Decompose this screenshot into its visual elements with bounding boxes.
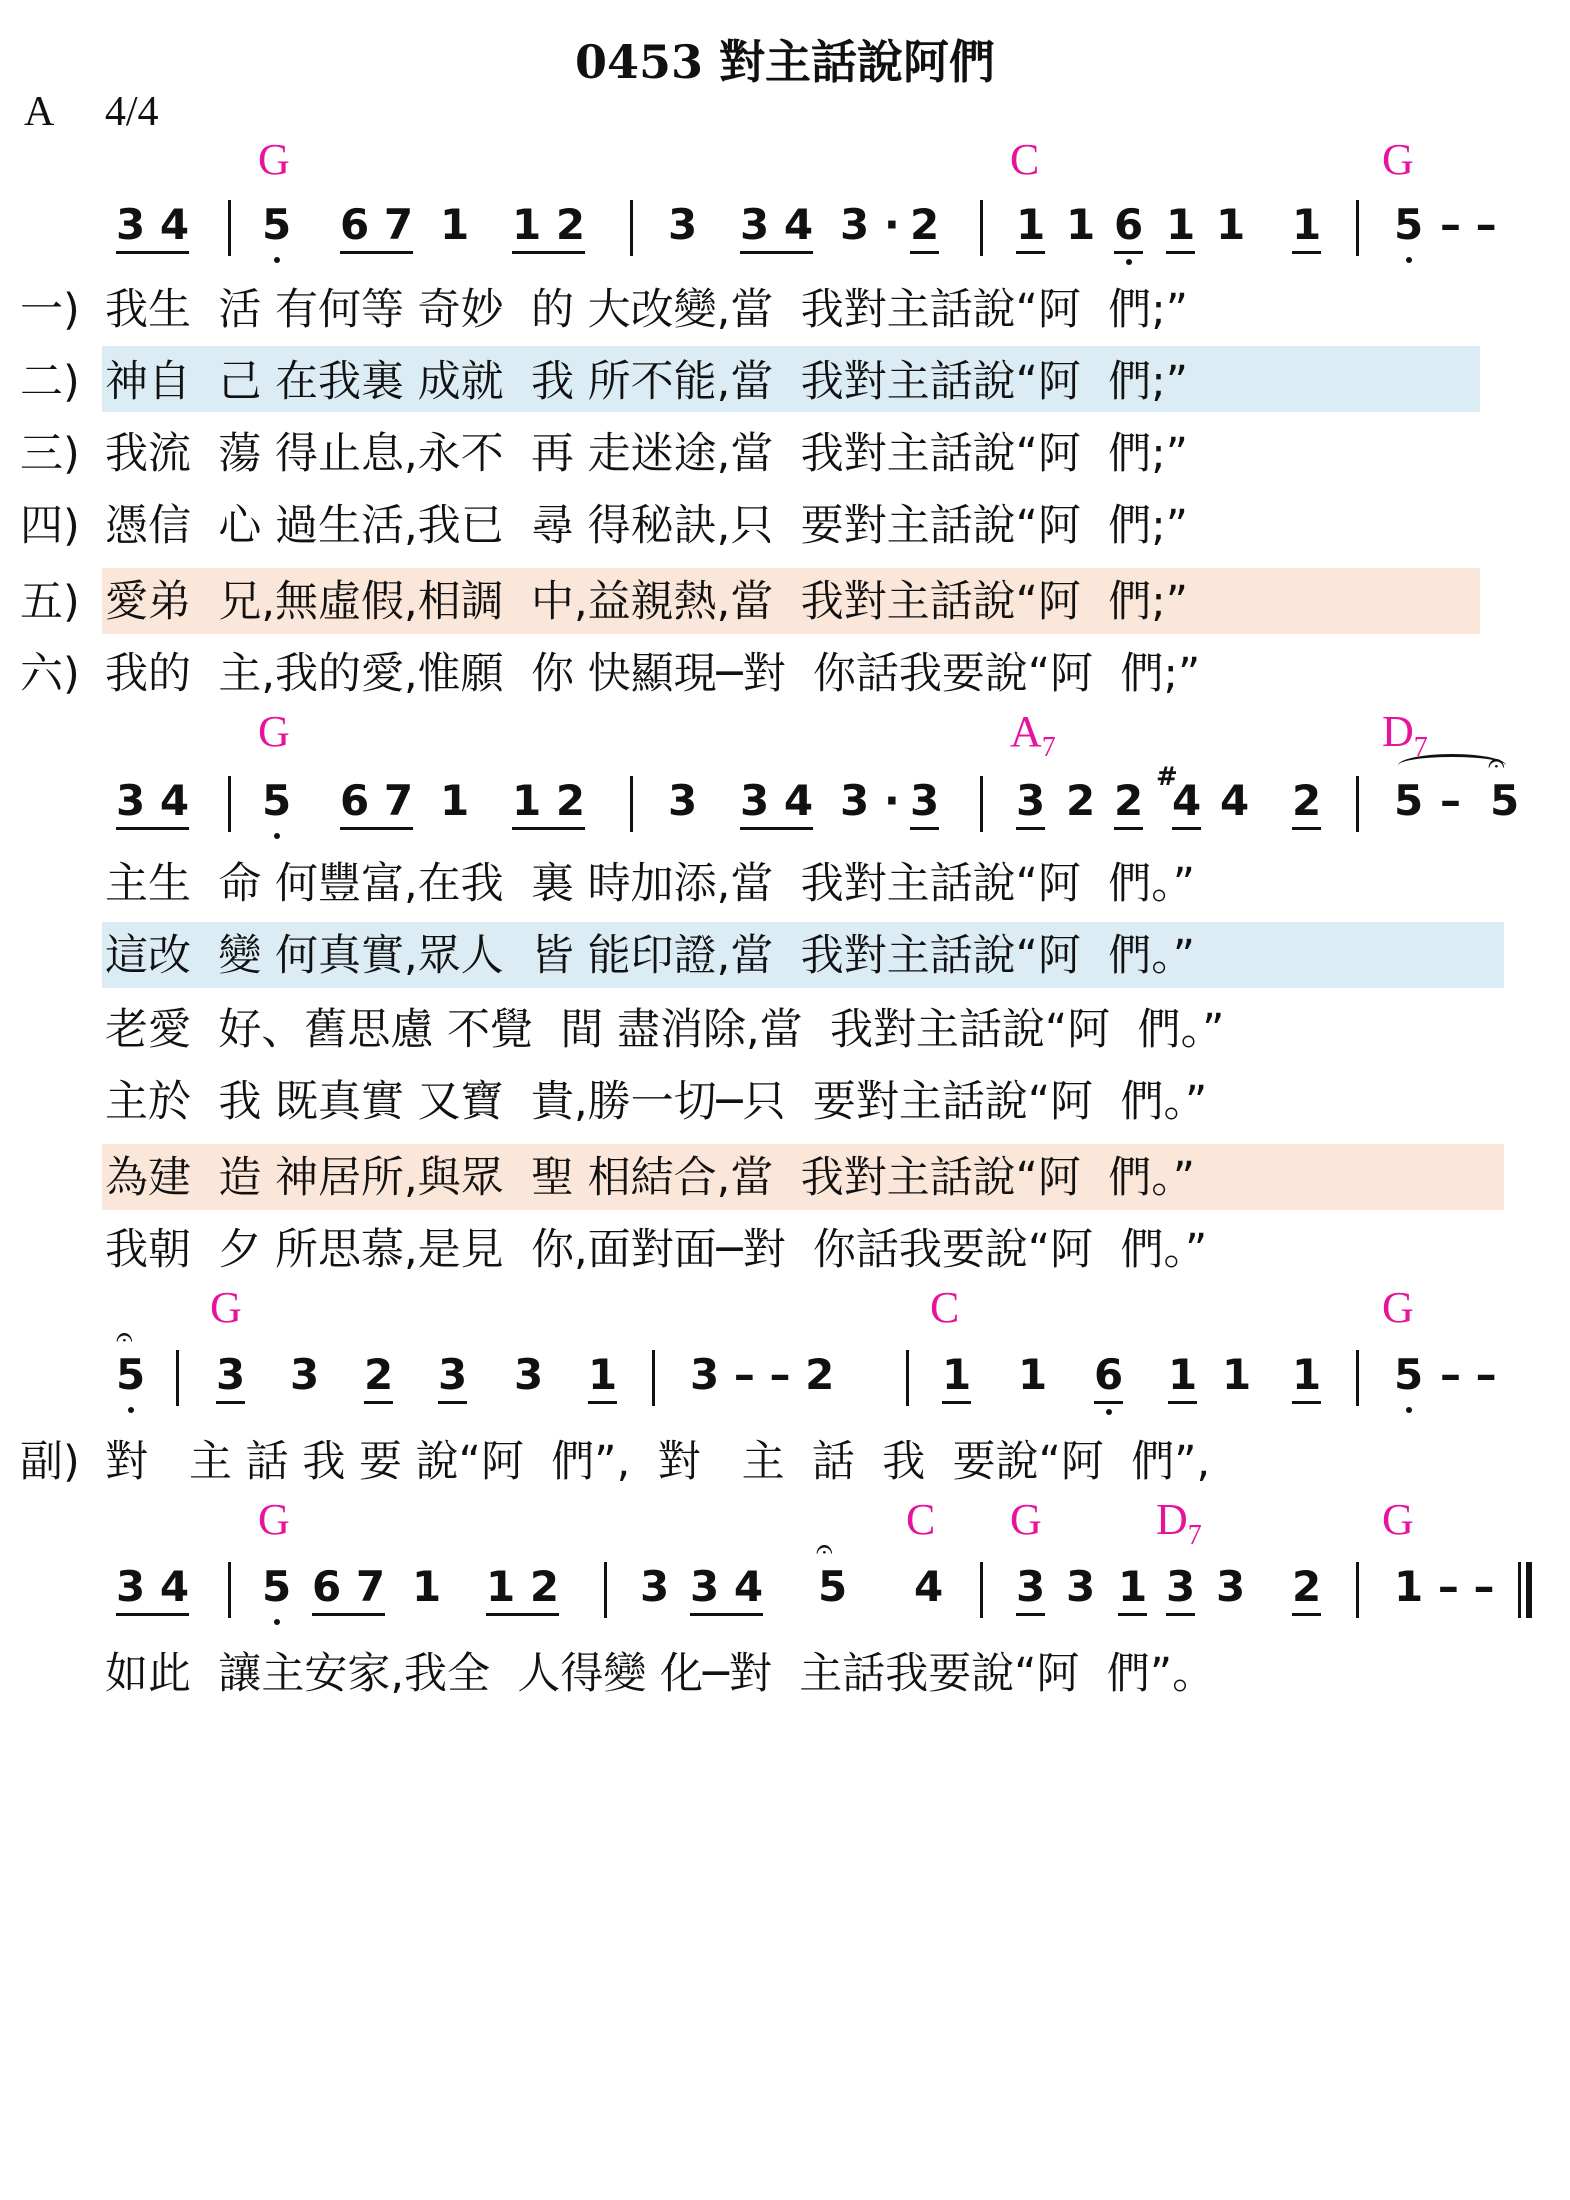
- note: 1: [1118, 1562, 1147, 1616]
- chord-symbol: G: [1382, 1283, 1414, 1332]
- note: 3: [216, 1350, 245, 1404]
- notation-line: [0, 1532, 1570, 1642]
- note: 5: [818, 1562, 848, 1611]
- note: 2: [1292, 776, 1321, 830]
- note: 3 4: [740, 200, 813, 254]
- verse-line: 一) 我生 活 有何等 奇妙 的 大改變,當 我對主話說“阿 們;”: [20, 285, 1189, 335]
- barline: [176, 1350, 179, 1406]
- key-time-signature: [24, 88, 199, 136]
- chord-symbol: G: [210, 1283, 242, 1332]
- note: 1: [1018, 1350, 1048, 1399]
- notation-line: [0, 200, 1570, 280]
- song-title: 0453 對主話說阿們: [574, 35, 996, 89]
- chord-symbol: C: [1010, 135, 1040, 184]
- note: 5: [1490, 776, 1520, 825]
- verse-line: 這改 變 何真實,眾人 皆 能印證,當 我對主話說“阿 們。”: [105, 931, 1196, 981]
- note: 3: [1016, 776, 1045, 830]
- note: 4: [1172, 776, 1201, 830]
- note: 5: [262, 200, 292, 249]
- chord-symbol: $A_7$: [1010, 707, 1056, 763]
- barline: [906, 1350, 909, 1406]
- chord-symbol: G: [1382, 1495, 1414, 1544]
- chord-symbol: G: [258, 135, 290, 184]
- note: 1: [1168, 1350, 1197, 1404]
- note: 1 2: [512, 200, 585, 254]
- note: 1: [440, 200, 470, 249]
- note: 1: [1292, 1350, 1321, 1404]
- note: 1 2: [512, 776, 585, 830]
- note: 6: [1114, 200, 1143, 254]
- note: 2: [364, 1350, 393, 1404]
- note: 3: [1066, 1562, 1096, 1611]
- note: 5: [262, 1562, 292, 1611]
- chord-symbol: G: [1382, 135, 1414, 184]
- fermata-icon: 𝄐: [816, 1532, 833, 1567]
- note: 1: [1166, 200, 1195, 254]
- barline: [980, 1562, 983, 1618]
- note: 3: [668, 776, 698, 825]
- verse-line: 老愛 好、舊思慮 不覺 間 盡消除,當 我對主話說“阿 們。”: [105, 1005, 1225, 1055]
- note: 1: [942, 1350, 971, 1404]
- note: 1: [1292, 200, 1321, 254]
- verse-line: 主生 命 何豐富,在我 裏 時加添,當 我對主話說“阿 們。”: [105, 859, 1196, 909]
- chord-symbol: G: [258, 707, 290, 756]
- sharp-sign: #: [1156, 762, 1178, 792]
- note: 4: [914, 1562, 944, 1611]
- note: 2: [910, 200, 939, 254]
- time-signature: 4/4: [104, 89, 159, 135]
- note: 3 4: [740, 776, 813, 830]
- note: 1 – –: [1394, 1562, 1495, 1611]
- note: 6 7: [340, 776, 413, 830]
- verse-line: 三) 我流 蕩 得止息,永不 再 走迷途,當 我對主話說“阿 們;”: [20, 429, 1189, 479]
- note: –: [1440, 776, 1461, 825]
- verse-line: 我朝 夕 所思慕,是見 你,面對面─對 你話我要說“阿 們。”: [105, 1225, 1208, 1275]
- chord-symbol: C: [930, 1283, 960, 1332]
- chord-symbol: C: [906, 1495, 936, 1544]
- note: 1: [412, 1562, 442, 1611]
- note: 3 – – 2: [690, 1350, 835, 1399]
- barline: [1356, 200, 1359, 256]
- note: 6 7: [312, 1562, 385, 1616]
- note: 3 4: [116, 200, 189, 254]
- note: 5: [1394, 776, 1424, 825]
- barline: [980, 200, 983, 256]
- key-signature: A: [24, 89, 55, 135]
- barline: [1356, 776, 1359, 832]
- notation-line: [0, 1320, 1570, 1430]
- final-barline: [1518, 1562, 1532, 1618]
- barline: [652, 1350, 655, 1406]
- note: 3 4: [116, 1562, 189, 1616]
- fermata-icon: 𝄐: [116, 1320, 133, 1355]
- note: 3: [910, 776, 939, 830]
- note: 1: [1016, 200, 1045, 254]
- note: 3: [668, 200, 698, 249]
- note: 5: [1394, 200, 1424, 249]
- note: 1 2: [486, 1562, 559, 1616]
- barline: [228, 1562, 231, 1618]
- chord-symbol: $D_7$: [1156, 1495, 1202, 1551]
- chord-symbol: $D_7$: [1382, 707, 1428, 763]
- verse-line: 主於 我 既真實 又寶 貴,勝一切─只 要對主話說“阿 們。”: [105, 1077, 1208, 1127]
- barline: [228, 200, 231, 256]
- fermata-icon: 𝄐: [1488, 746, 1505, 781]
- barline: [1356, 1562, 1359, 1618]
- note: 3 ·: [840, 200, 900, 249]
- note: 3: [438, 1350, 467, 1404]
- note: 2: [1114, 776, 1143, 830]
- note: 3 ·: [840, 776, 900, 825]
- note: 1: [1066, 200, 1096, 249]
- note: 3 4: [690, 1562, 763, 1616]
- note: 1: [1216, 200, 1246, 249]
- barline: [1356, 1350, 1359, 1406]
- barline: [604, 1562, 607, 1618]
- note: 3 4: [116, 776, 189, 830]
- barline: [630, 776, 633, 832]
- note: 3: [290, 1350, 320, 1399]
- note: 5: [262, 776, 292, 825]
- note: 3: [514, 1350, 544, 1399]
- chord-symbol: G: [258, 1495, 290, 1544]
- note: 2: [1066, 776, 1096, 825]
- note: 1: [1222, 1350, 1252, 1399]
- note: 1: [588, 1350, 617, 1404]
- note: 5: [116, 1350, 146, 1399]
- barline: [630, 200, 633, 256]
- barline: [228, 776, 231, 832]
- verse-line: 四) 憑信 心 過生活,我已 尋 得秘訣,只 要對主話說“阿 們;”: [20, 501, 1189, 551]
- note: 4: [1220, 776, 1250, 825]
- barline: [980, 776, 983, 832]
- note: 3: [1216, 1562, 1246, 1611]
- note: 6 7: [340, 200, 413, 254]
- verse-line: 為建 造 神居所,與眾 聖 相結合,當 我對主話說“阿 們。”: [105, 1153, 1196, 1203]
- chord-symbol: G: [1010, 1495, 1042, 1544]
- note: 1: [440, 776, 470, 825]
- verse-line: 五) 愛弟 兄,無虛假,相調 中,益親熱,當 我對主話說“阿 們;”: [20, 577, 1189, 627]
- verse-line: 六) 我的 主,我的愛,惟願 你 快顯現─對 你話我要說“阿 們;”: [20, 649, 1201, 699]
- verse-line: 二) 神自 己 在我裏 成就 我 所不能,當 我對主話說“阿 們;”: [20, 357, 1189, 407]
- note: 3: [1016, 1562, 1045, 1616]
- notation-line: [0, 746, 1570, 856]
- note: – –: [1440, 1350, 1497, 1399]
- note: 3: [1166, 1562, 1195, 1616]
- chorus-line: 如此 讓主安家,我全 人得變 化─對 主話我要說“阿 們”。: [105, 1649, 1216, 1699]
- note: 5: [1394, 1350, 1424, 1399]
- note: 2: [1292, 1562, 1321, 1616]
- note: 3: [640, 1562, 670, 1611]
- note: 6: [1094, 1350, 1123, 1404]
- chorus-line: 副) 對 主 話 我 要 說“阿 們”, 對 主 話 我 要說“阿 們”,: [20, 1437, 1211, 1487]
- note: – –: [1440, 200, 1497, 249]
